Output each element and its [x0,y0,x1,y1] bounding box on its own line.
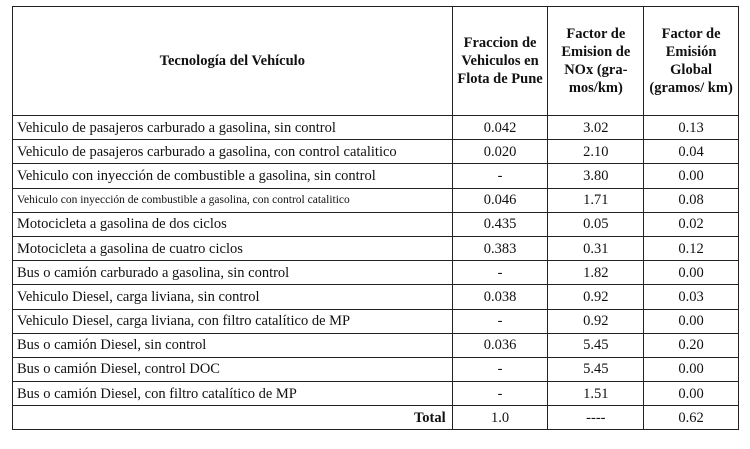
cell-fraction: - [452,261,548,285]
header-row [13,7,739,116]
cell-global-factor: 0.04 [644,140,739,164]
cell-nox-factor: 3.80 [548,164,644,188]
cell-nox-factor: 1.51 [548,382,644,406]
cell-global-factor: 0.00 [644,382,739,406]
cell-nox-factor: 0.92 [548,309,644,333]
table-row [13,212,739,236]
cell-global-factor: 0.12 [644,236,739,260]
cell-fraction: - [452,382,548,406]
cell-fraction: - [452,309,548,333]
cell-technology: Vehiculo de pasajeros carburado a gasolina, sin control [13,116,453,140]
cell-global-factor: 0.00 [644,261,739,285]
emission-factors-table [12,6,739,430]
cell-global-factor: 0.20 [644,333,739,357]
cell-nox-factor: 5.45 [548,333,644,357]
cell-global-factor: 0.00 [644,357,739,381]
table-row [13,164,739,188]
cell-fraction: 0.435 [452,212,548,236]
cell-technology: Bus o camión Diesel, sin control [13,333,453,357]
cell-nox-factor: 3.02 [548,116,644,140]
table-row [13,236,739,260]
cell-nox-factor: 0.31 [548,236,644,260]
cell-global-factor: 0.03 [644,285,739,309]
header-global-factor: Factor de Emisión Global (gramos/ km) [644,7,739,116]
cell-technology: Vehiculo con inyección de combustible a gasolina, con control catalitico [13,188,453,212]
table-row [13,188,739,212]
table-row [13,333,739,357]
cell-global-factor: 0.00 [644,164,739,188]
cell-global-factor: 0.08 [644,188,739,212]
cell-global-factor: 0.02 [644,212,739,236]
cell-nox-factor: 0.92 [548,285,644,309]
table-row [13,116,739,140]
cell-fraction: 0.046 [452,188,548,212]
cell-nox-factor: 1.71 [548,188,644,212]
header-nox-factor: Factor de Emision de NOx (gra-mos/km) [548,7,644,116]
cell-technology: Bus o camión Diesel, con filtro catalítico de MP [13,382,453,406]
cell-fraction: 0.383 [452,236,548,260]
cell-technology: Motocicleta a gasolina de dos ciclos [13,212,453,236]
cell-technology: Bus o camión Diesel, control DOC [13,357,453,381]
cell-nox-factor: 5.45 [548,357,644,381]
cell-technology: Vehiculo Diesel, carga liviana, con filtro catalítico de MP [13,309,453,333]
total-nox-factor: ---- [548,406,644,430]
cell-nox-factor: 0.05 [548,212,644,236]
cell-fraction: 0.038 [452,285,548,309]
table-row [13,357,739,381]
cell-fraction: 0.020 [452,140,548,164]
total-row [13,406,739,430]
table-row [13,261,739,285]
table-row [13,309,739,333]
cell-technology: Motocicleta a gasolina de cuatro ciclos [13,236,453,260]
cell-technology: Vehiculo con inyección de combustible a gasolina, sin control [13,164,453,188]
cell-global-factor: 0.13 [644,116,739,140]
cell-nox-factor: 1.82 [548,261,644,285]
cell-fraction: 0.042 [452,116,548,140]
cell-technology: Bus o camión carburado a gasolina, sin control [13,261,453,285]
cell-nox-factor: 2.10 [548,140,644,164]
cell-global-factor: 0.00 [644,309,739,333]
cell-fraction: - [452,164,548,188]
cell-technology: Vehiculo de pasajeros carburado a gasolina, con control catalitico [13,140,453,164]
cell-fraction: - [452,357,548,381]
table-row [13,285,739,309]
table-row [13,140,739,164]
total-label: Total [13,406,453,430]
cell-fraction: 0.036 [452,333,548,357]
header-fleet-fraction: Fraccion de Vehiculos en Flota de Pune [452,7,548,116]
table-row [13,382,739,406]
total-fraction: 1.0 [452,406,548,430]
cell-technology: Vehiculo Diesel, carga liviana, sin control [13,285,453,309]
total-global-factor: 0.62 [644,406,739,430]
header-technology: Tecnología del Vehículo [13,7,453,116]
